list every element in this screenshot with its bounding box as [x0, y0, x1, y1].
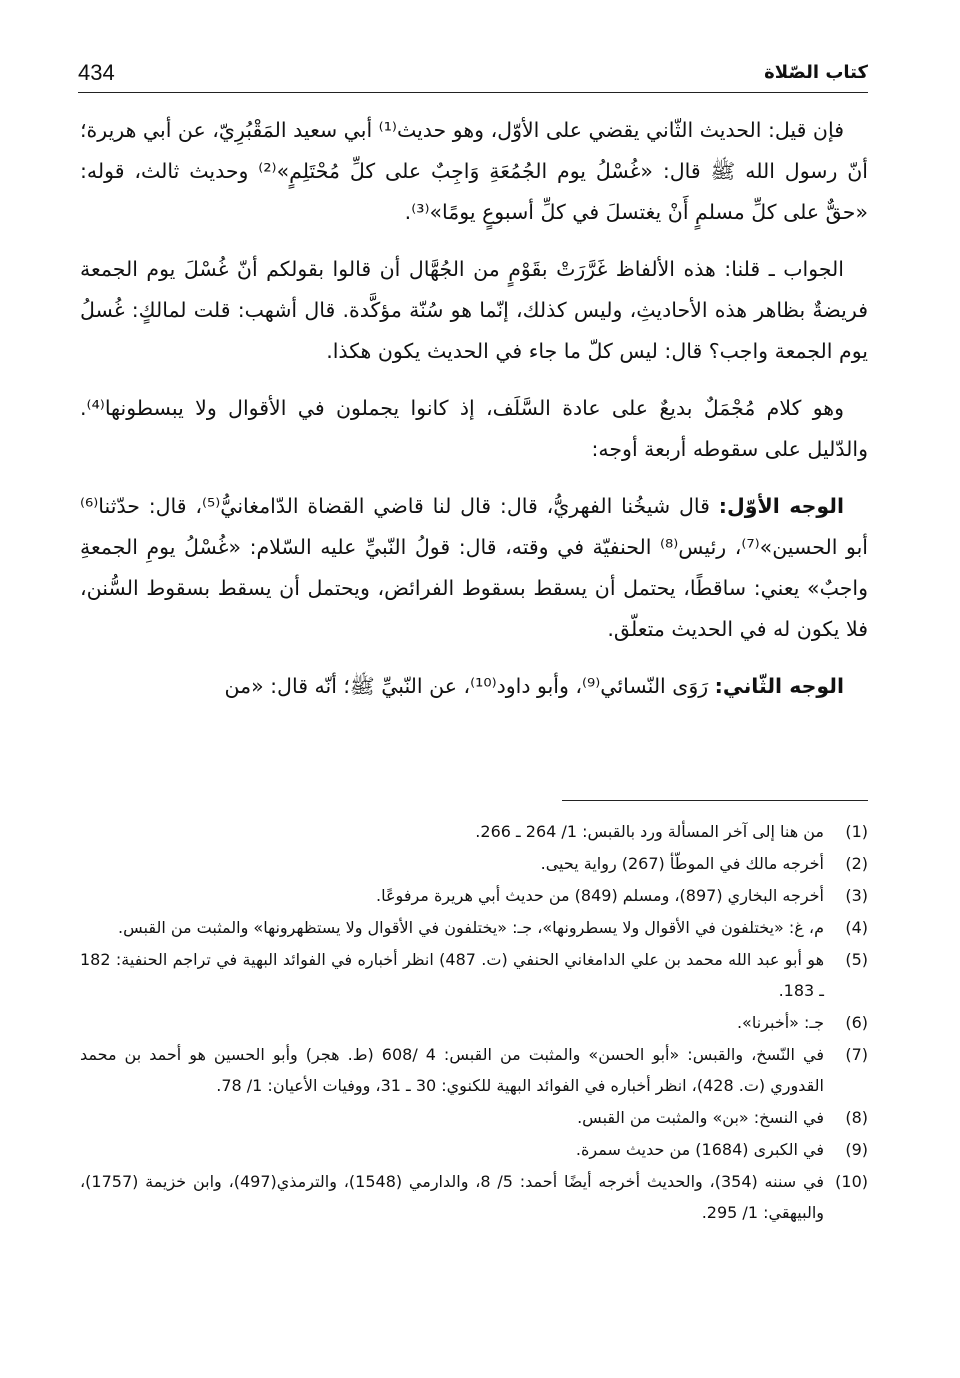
- footnote-number: (8): [845, 1108, 868, 1127]
- footnote: [80, 848, 868, 879]
- footnote-number: (5): [845, 950, 868, 969]
- paragraph: [80, 666, 868, 707]
- footnote: [80, 1039, 868, 1101]
- footnote: [80, 1007, 868, 1038]
- footnote-text: أخرجه مالك في الموطّأ (267) رواية يحيى.: [540, 854, 824, 873]
- footnote-number: (1): [845, 822, 868, 841]
- running-title: كتاب الصّلاة: [764, 62, 868, 83]
- page-number: 434: [78, 60, 115, 85]
- main-text: [80, 110, 868, 707]
- footnote-text: أخرجه البخاري (897)، ومسلم (849) من حديث أبي هريرة مرفوعًا.: [376, 886, 824, 905]
- paragraph: [80, 388, 868, 470]
- footnote-number: (6): [845, 1013, 868, 1032]
- footnote: [80, 1134, 868, 1165]
- paragraph-text: الجواب ـ قلنا: هذه الألفاظ غَرَّرَتْ بقَوْمٍ من الجُهَّال أن قالوا بقولكم أنّ غُسْلَ يوم الجمعة فريضةٌ بظاهر هذه الأحاديثِ، وليس كذلك، إنّما هو سُنّة مؤكَّدة. قال أشهب: قلت لمالكٍ: غُسلُ يوم الجمعة واجب؟ قال: ليس كلّ ما جاء في الحديث يكون هكذا.: [80, 257, 868, 363]
- footnote-text: من هنا إلى آخر المسألة ورد بالقبس: 1/ 264 ـ 266.: [475, 822, 824, 841]
- footnote: [80, 1166, 868, 1228]
- footnote-text: م، غ: «يختلفون في الأقوال ولا يسطرونها»، جـ: «يختلفون في الأقوال ولا يستظهرونها» والمثبت من القبس.: [118, 918, 824, 937]
- paragraph: [80, 110, 868, 233]
- footnote: [80, 1102, 868, 1133]
- footnotes: [80, 816, 868, 1229]
- footnote-separator: [562, 800, 868, 801]
- footnote-number: (10): [835, 1172, 868, 1191]
- footnote-text: في سننه (354)، والحديث أخرجه أيضًا أحمد: 5/ 8، والدارمي (1548)، والترمذي(497)، وابن خزيمة (1757)، والبيهقي: 1/ 295.: [80, 1172, 824, 1222]
- footnote: [80, 912, 868, 943]
- paragraph-text: رَوَى النّسائي⁽⁹⁾، وأبو داود⁽¹⁰⁾، عن النّبيِّ ﷺ؛ أنّه قال: «من: [224, 674, 715, 698]
- footnote-text: هو أبو عبد الله محمد بن علي الدامغاني الحنفي (ت. 487) انظر أخباره في الفوائد البهية في تراجم الحنفية: 182 ـ 183.: [80, 950, 825, 1000]
- paragraph-text: وهو كلام مُجْمَلٌ بديعٌ على عادة السَّلَف، إذ كانوا يجملون في الأقوال ولا يبسطونها⁽⁴⁾. والدّليل على سقوطه أربعة أوجه:: [80, 396, 868, 461]
- footnote-number: (3): [845, 886, 868, 905]
- footnote: [80, 944, 868, 1006]
- paragraph-text: فإن قيل: الحديث الثّاني يقضي على الأوّل، وهو حديث⁽¹⁾ أبي سعيد المَقْبُرِيّ، عن أبي هريرة؛ أنّ رسول الله ﷺ قال: «غُسْلُ يوم الجُمُعَةِ وَاجِبٌ على كلِّ مُحْتَلِمٍ»⁽²⁾ وحديث ثالث، قوله: «حقٌّ على كلِّ مسلمٍ أَنْ يغتسلَ في كلِّ أسبوعٍ يومًا»⁽³⁾.: [80, 118, 868, 224]
- paragraph-lead: الوجه الثّاني:: [714, 674, 844, 698]
- footnote-text: في النسخ: «بن» والمثبت من القبس.: [577, 1108, 824, 1127]
- footnote-number: (4): [845, 918, 868, 937]
- footnote-number: (2): [845, 854, 868, 873]
- paragraph: [80, 486, 868, 650]
- footnote: [80, 880, 868, 911]
- paragraph-text: قال شيخُنا الفهريُّ، قال: قال لنا قاضي القضاة الدّامغانيُّ⁽⁵⁾، قال: حدّثنا⁽⁶⁾ أبو الحسين»⁽⁷⁾، رئيس⁽⁸⁾ الحنفيّة في وقته، قال: قولُ النّبيِّ عليه السّلام: «غُسْلُ يومِ الجمعةِ واجبٌ» يعني: ساقطًا، يحتمل أن يسقط بسقوط الفرائض، ويحتمل أن يسقط بسقوط السُّنن، فلا يكون له في الحديث متعلّق.: [80, 494, 868, 641]
- page-header: [78, 58, 868, 93]
- footnote-text: جـ: «أخبرنا».: [736, 1013, 824, 1032]
- footnote-text: في الكبرى (1684) من حديث سمرة.: [575, 1140, 824, 1159]
- paragraph-lead: الوجه الأوّل:: [718, 494, 844, 518]
- footnote: [80, 816, 868, 847]
- paragraph: [80, 249, 868, 372]
- footnote-text: في النّسخ، والقبس: «أبو الحسن» والمثبت من القبس: 4 /608 (ط. هجر) وأبو الحسين هو أحمد بن محمد القدوري (ت. 428)، انظر أخباره في الفوائد البهية للكنوي: 30 ـ 31، ووفيات الأعيان: 1/ 78.: [80, 1045, 824, 1095]
- footnote-number: (7): [845, 1045, 868, 1064]
- footnote-number: (9): [845, 1140, 868, 1159]
